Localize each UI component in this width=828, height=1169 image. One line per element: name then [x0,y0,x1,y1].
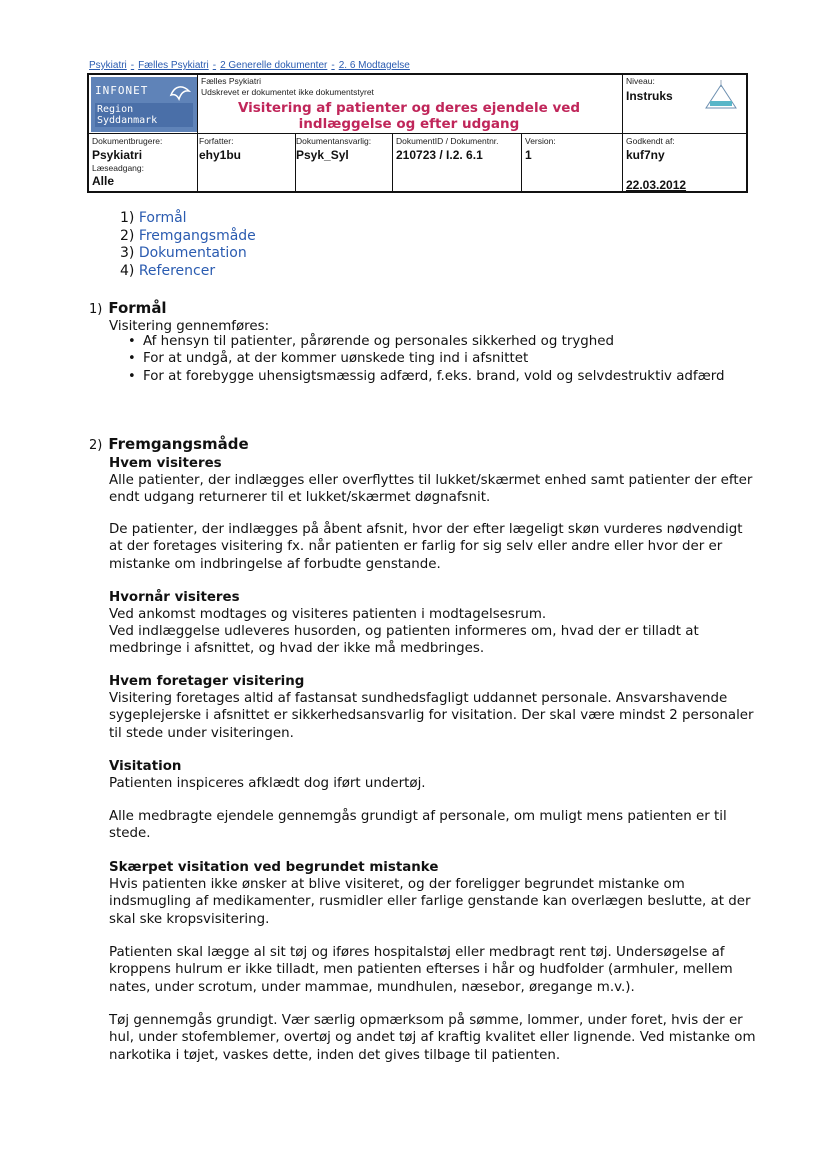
subheading: Skærpet visitation ved begrundet mistanke [109,860,439,875]
toc-item[interactable]: 4) Referencer [120,262,216,279]
toc-link-referencer[interactable]: Referencer [138,262,216,279]
users-label: Dokumentbrugere: [92,136,163,146]
org-label: Fælles Psykiatri [201,76,261,86]
toc-link-dokumentation[interactable]: Dokumentation [138,245,247,261]
breadcrumb-link-modtagelse[interactable]: 2. 6 Modtagelse [338,60,410,71]
pyramid-icon [704,79,738,114]
approved-date: 22.03.2012 [626,178,687,192]
section-intro: Visitering gennemføres: [109,319,270,334]
table-of-contents [120,210,256,280]
users-value: Psykiatri [92,148,143,162]
toc-item[interactable]: 3) Dokumentation [120,245,247,261]
breadcrumb-link-faelles[interactable]: Fælles Psykiatri [138,60,209,71]
paragraph: De patienter, der indlægges på åbent afsnit, hvor der efter lægeligt skøn vurderes nødvendigt at der foretages visitering fx. når patienten er farlig for sig selv eller andre eller hvor der er mistanke om indbringelse af forbudte genstande. [109,522,743,572]
list-item: • For at undgå, at der kommer uønskede ting ind i afsnittet [128,350,725,367]
list-item: • Af hensyn til patienter, pårørende og personales sikkerhed og tryghed [128,333,725,350]
responsible-label: Dokumentansvarlig: [296,136,372,146]
responsible-value: Psyk_Syl [296,148,349,162]
purpose-list [128,333,725,385]
toc-item[interactable]: 2) Fremgangsmåde [120,227,256,244]
paragraph: Alle medbragte ejendele gennemgås grundigt af personale, om muligt mens patienten er til stede. [109,809,727,842]
subheading: Visitation [109,759,182,774]
version-label: Version: [525,136,556,146]
subheading: Hvem visiteres [109,456,222,471]
section-heading-formaal: 1) Formål [89,299,167,317]
docid-value: 210723 / I.2. 6.1 [396,148,483,162]
infonet-logo: INFONET Region Syddanmark [91,77,197,132]
version-value: 1 [525,148,532,162]
approved-value: kuf7ny [626,148,665,162]
breadcrumb-link-generelle[interactable]: 2 Generelle dokumenter [220,60,328,71]
section-heading-fremgangsmaade: 2) Fremgangsmåde [89,435,249,453]
paragraph: Patienten inspiceres afklædt dog iført undertøj. [109,776,426,791]
breadcrumb: Psykiatri - Fælles Psykiatri - 2 Generelle dokumenter - 2. 6 Modtagelse [89,60,410,71]
subheading: Hvem foretager visitering [109,674,305,689]
paragraph: Patienten skal lægge al sit tøj og iføres hospitalstøj eller medbragt rent tøj. Undersøgelse af kroppens hulrum er ikke tilladt, men patienten efterses i hår og hudfolder (armhuler, mellem nates, under scrotum, under mammae, mundhulen, næsebor, øregange m.v.). [109,945,733,995]
niveau-label: Niveau: [626,76,655,86]
bird-icon [169,83,191,106]
niveau-value: Instruks [626,89,673,103]
access-value: Alle [92,174,115,188]
document-header-table [87,73,748,193]
paragraph: Hvis patienten ikke ønsker at blive visiteret, og der foreligger begrundet mistanke om indsmugling af medikamenter, rusmidler eller farlige genstande kan overlægen beslutte, at der skal ske kropsvisitering. [109,877,751,927]
subheading: Hvornår visiteres [109,590,240,605]
access-label: Læseadgang: [92,163,144,173]
docid-label: DokumentID / Dokumentnr. [396,136,499,146]
paragraph: Tøj gennemgås grundigt. Vær særlig opmærksom på sømme, lommer, under foret, hvis der er hul, under stofemblemer, overtøj og andet tøj af kraftig kvalitet eller lignende. Ved mistanke om narkotika i tøjet, vaskes dette, inden det gives tilbage til patienten. [109,1013,756,1063]
toc-link-fremgangsmaade[interactable]: Fremgangsmåde [138,227,256,244]
uncontrolled-note: Udskrevet er dokumentet ikke dokumentstyret [201,87,374,97]
paragraph: Ved ankomst modtages og visiteres patienten i modtagelsesrum. [109,607,547,622]
document-title: Visitering af patienter og deres ejendele ved indlæggelse og efter udgang [237,100,581,132]
paragraph: Visitering foretages altid af fastansat sundhedsfagligt uddannet personale. Ansvarshavende sygeplejerske i afsnittet er sikkerhedsansvarlig for visitation. Der skal være mindst 2 personaler til stede under visiteringen. [109,691,754,741]
paragraph: Ved indlæggelse udleveres husorden, og patienten informeres om, hvad der er tilladt at medbringe i afsnittet, og hvad der ikke må medbringes. [109,624,699,657]
author-value: ehy1bu [199,148,242,162]
breadcrumb-link-psykiatri[interactable]: Psykiatri [89,60,127,71]
author-label: Forfatter: [199,136,234,146]
approved-label: Godkendt af: [626,136,675,146]
toc-link-formaal[interactable]: Formål [138,210,187,226]
list-item: • For at forebygge uhensigtsmæssig adfærd, f.eks. brand, vold og selvdestruktiv adfærd [128,368,725,385]
paragraph: Alle patienter, der indlægges eller overflyttes til lukket/skærmet enhed samt patienter der efter endt udgang returnerer til et lukket/skærmet døgnafsnit. [109,473,753,506]
toc-item[interactable]: 1) Formål [120,210,187,226]
